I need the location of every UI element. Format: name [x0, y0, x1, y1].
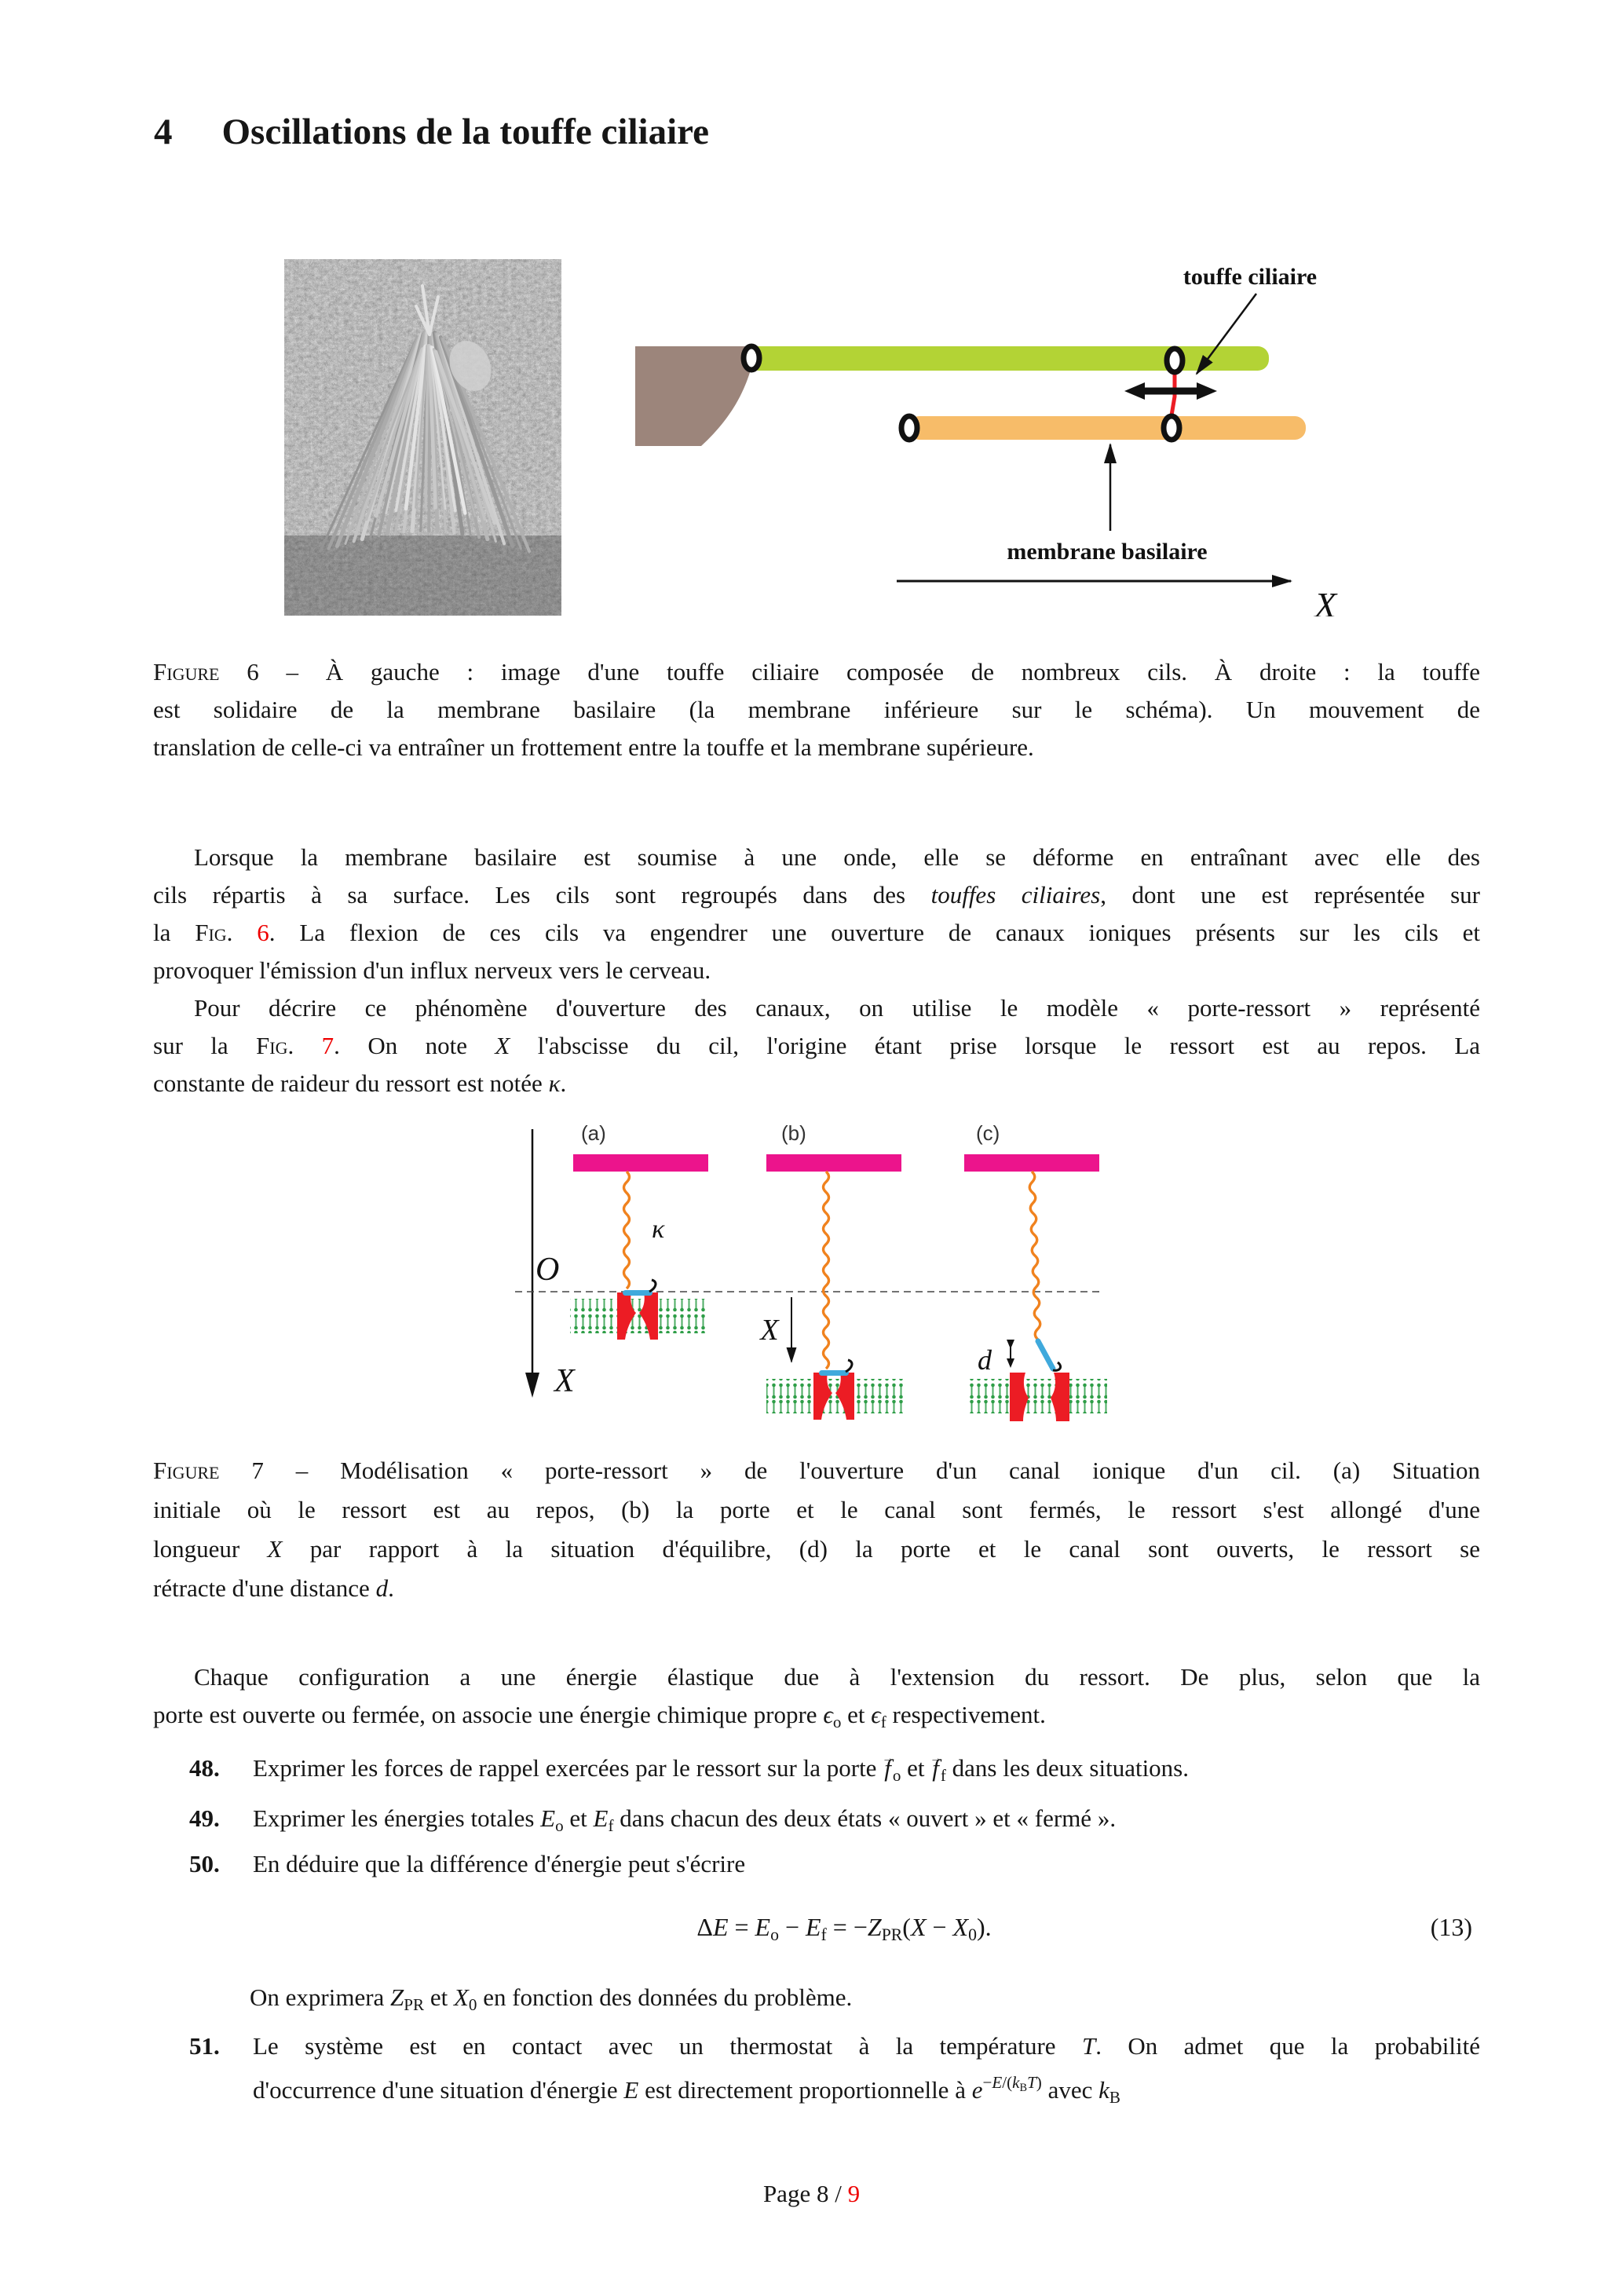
touffe-ciliaire-label: touffe ciliaire — [1183, 264, 1318, 290]
panel-c-d-label: d — [978, 1344, 992, 1376]
text-line: longueur X par rapport à la situation d'équilibre, (d) la porte et le canal sont ouverts, le ressort se — [153, 1535, 1480, 1563]
text-line: porte est ouverte ou fermée, on associe une énergie chimique propre $\epsilon_o$ et $\epsilon_f$ respectivement. — [153, 1701, 1046, 1731]
origin-label: O — [536, 1252, 560, 1288]
panel-c-lipid-membrane — [969, 1379, 1107, 1413]
ring-upper-right — [1167, 349, 1183, 372]
text-line: En déduire que la différence d'énergie peut s'écrire — [253, 1850, 746, 1877]
text-line: sur la Fig. 7. On note X l'abscisse du cil, l'origine étant prise lorsque le ressort est au repos. La — [153, 1032, 1481, 1059]
text-line: Exprimer les énergies totales $E_o$ et $E_f$ dans chacun des deux états « ouvert » et « fermé ». — [253, 1804, 1117, 1835]
text-line: d'occurrence d'une situation d'énergie E est directement proportionnelle à $e^{-E/(k_BT)}$ avec $k_B$ — [253, 2073, 1120, 2107]
panel-a-lipid-membrane — [570, 1299, 708, 1333]
shear-double-arrow — [1124, 382, 1217, 400]
x-axis-arrowhead — [525, 1373, 539, 1398]
equation-13-body: $\Delta E = E_o - E_f = -Z_{PR}(X - X_0)$. — [696, 1913, 992, 1945]
text-line: On exprimera $Z_{PR}$ et $X_0$ en fonction des données du problème. — [250, 1983, 853, 2014]
text-line: Chaque configuration a une énergie élastique due à l'extension du ressort. De plus, selon que la — [194, 1663, 1480, 1691]
panel-b-lipid-membrane — [766, 1379, 905, 1413]
panel-c-spring — [1029, 1172, 1040, 1340]
section-title-text: Oscillations de la touffe ciliaire — [221, 112, 710, 152]
text-line: initiale où le ressort est au repos, (b) la porte et le canal sont fermés, le ressort s'est allongé d'une — [153, 1496, 1480, 1523]
question-50-number: 50. — [189, 1850, 220, 1877]
paragraph-energies — [153, 1658, 1480, 1734]
ring-lower-right — [1164, 416, 1179, 440]
paragraph-wave — [153, 839, 1480, 989]
figure6-caption — [153, 653, 1480, 766]
text-line: Pour décrire ce phénomène d'ouverture des canaux, on utilise le modèle « porte-ressort » représenté — [194, 994, 1480, 1022]
question-49-text — [253, 1800, 1480, 1837]
figure-link[interactable]: 9 — [847, 2180, 861, 2207]
ring-upper-left — [744, 346, 759, 370]
text-line: rétracte d'une distance d. — [153, 1574, 394, 1602]
question-51-text — [253, 2024, 1480, 2112]
text-line: translation de celle-ci va entraîner un frottement entre la touffe et la membrane supérieure. — [153, 733, 1034, 761]
panel-b-gate-closed — [819, 1370, 849, 1376]
upper-membrane-bar — [748, 346, 1269, 371]
panel-b-x-label: X — [760, 1314, 779, 1347]
text-line: est solidaire de la membrane basilaire (la membrane inférieure sur le schéma). Un mouvement de — [153, 696, 1480, 723]
text-line: Le système est en contact avec un thermostat à la température T. On admet que la probabilité — [253, 2032, 1480, 2060]
figure-link[interactable]: 7 — [321, 1032, 334, 1059]
paragraph-gate-spring-model — [153, 989, 1480, 1102]
figure6-schematic — [620, 255, 1343, 616]
figure-link[interactable]: 6 — [257, 919, 269, 946]
panel-a-gate-hook — [649, 1280, 656, 1292]
question-48-number: 48. — [189, 1754, 220, 1782]
panel-c-upper-membrane — [964, 1154, 1099, 1172]
text-line: Figure 6 – À gauche : image d'une touffe ciliaire composée de nombreux cils. À droite : la touffe — [153, 658, 1480, 686]
text-line: la Fig. 6. La flexion de ces cils va engendrer une ouverture de canaux ioniques présents sur les cils et — [153, 919, 1481, 946]
panel-a-gate-closed — [623, 1290, 652, 1296]
ring-lower-left — [901, 416, 917, 440]
panel-a-label: (a) — [581, 1121, 606, 1145]
membrane-basilaire-label: membrane basilaire — [1007, 539, 1208, 565]
panel-c-gate-open — [1038, 1341, 1053, 1369]
section-title — [154, 111, 709, 153]
question-48-text — [253, 1749, 1480, 1787]
text-line: Exprimer les forces de rappel exercées par le ressort sur la porte → $f_o$ et → $f_f$ dans les deux situations. — [253, 1749, 1480, 1787]
question-51-number: 51. — [189, 2032, 220, 2060]
text-line: constante de raideur du ressort est notée κ. — [153, 1069, 567, 1097]
text-line: cils répartis à sa surface. Les cils sont regroupés dans des touffes ciliaires, dont une est représentée sur — [153, 881, 1480, 909]
question-49-number: 49. — [189, 1804, 220, 1832]
equation-13-tag: (13) — [1430, 1913, 1472, 1941]
panel-b-gate-hook — [846, 1360, 852, 1372]
x-axis-label: X — [1314, 585, 1337, 616]
panel-b-label: (b) — [781, 1121, 806, 1145]
figure7-schematic — [503, 1119, 1154, 1429]
text-line: Lorsque la membrane basilaire est soumise à une onde, elle se déforme en entraînant avec elle des — [194, 843, 1480, 871]
question-50-text — [253, 1845, 1480, 1883]
text-line: provoquer l'émission d'un influx nerveux vers le cerveau. — [153, 956, 711, 984]
panel-a-spring — [624, 1172, 630, 1289]
panel-b-upper-membrane — [766, 1154, 901, 1172]
equation-13 — [153, 1913, 1480, 1960]
sem-image-hair-bundle — [284, 259, 561, 616]
equation-note — [250, 1979, 1373, 2016]
basilar-membrane-bar — [908, 416, 1306, 440]
text-line: Figure 7 – Modélisation « porte-ressort » de l'ouverture d'un canal ionique d'un cil. (a) Situation — [153, 1457, 1480, 1484]
axis-x-label: X — [554, 1363, 575, 1399]
kappa-label: κ — [652, 1215, 665, 1244]
section-number: 4 — [154, 112, 173, 152]
figure7-caption — [153, 1451, 1480, 1608]
support-wedge — [635, 346, 756, 446]
panel-b-spring — [824, 1172, 829, 1369]
panel-c-label: (c) — [976, 1121, 1000, 1145]
panel-a-upper-membrane — [573, 1154, 708, 1172]
page-footer: Page 8 / 9 — [762, 2180, 861, 2207]
